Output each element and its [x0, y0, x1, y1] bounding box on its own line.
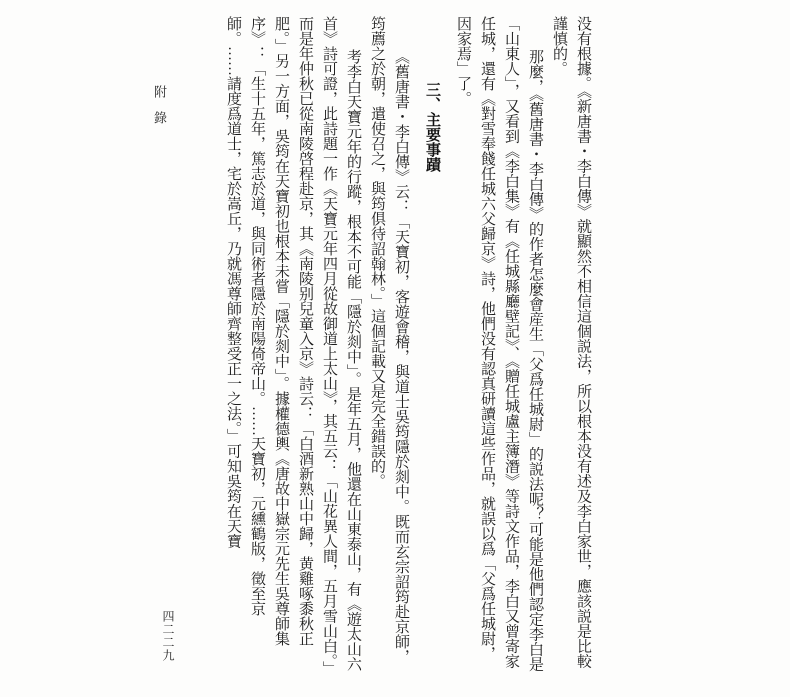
paragraph: 那麼，《舊唐書・李白傳》的作者怎麼會産生「父爲任城尉」的説法呢？可能是他們認定李白是「山東人」，又看到《李白集》有《任城縣廳壁記》、《贈任城盧主簿潛》等詩文作品，李白又曾寄家任城，還有《對雪奉餞任城六父歸京》詩，他們没有認真研讀這些作品，就誤以爲「父爲任城尉，因家焉」了。 — [455, 16, 543, 672]
section-heading: 三、主要事蹟 — [424, 82, 440, 172]
paragraph: 考李白天寶元年的行蹤，根本不可能「隱於剡中」。是年五月，他還在山東泰山，有《遊太山六首》詩可證，此詩題一作《天寶元年四月從故御道上太山》，其五云：「山花異人間，五月雪山白。」而是年仲秋已從南陵啓程赴京，其《南陵别兒童入京》詩云：「白酒新熟山中歸，黄雞啄黍秋正肥。」另一方面，吳筠在天寶初也根本未嘗「隱於剡中」。據權德輿《唐故中嶽宗元先生吳尊師集序》：「生十五年，篤志於道，與同術者隱於南陽倚帝山。……天寶初，元纁鶴版，徵至京師。……請度爲道士，宅於嵩丘，乃就馮尊師齊整受正一之法。」可知吳筠在天寶 — [225, 16, 361, 672]
page-number: 四二二九 — [161, 610, 175, 662]
paragraph-continued: 没有根據。《新唐書・李白傳》就顯然不相信這個説法，所以根本没有述及李白家世，應該説是比較謹慎的。 — [551, 16, 591, 669]
main-text — [195, 16, 595, 672]
paragraph: 《舊唐書・李白傳》云：「天寶初，客遊會稽，與道士吳筠隱於剡中。既而玄宗詔筠赴京師，筠薦之於朝，遣使召之，與筠俱待詔翰林。」這個記載又是完全錯誤的。 — [369, 16, 409, 664]
appendix-running-title: 附錄 — [152, 85, 167, 137]
